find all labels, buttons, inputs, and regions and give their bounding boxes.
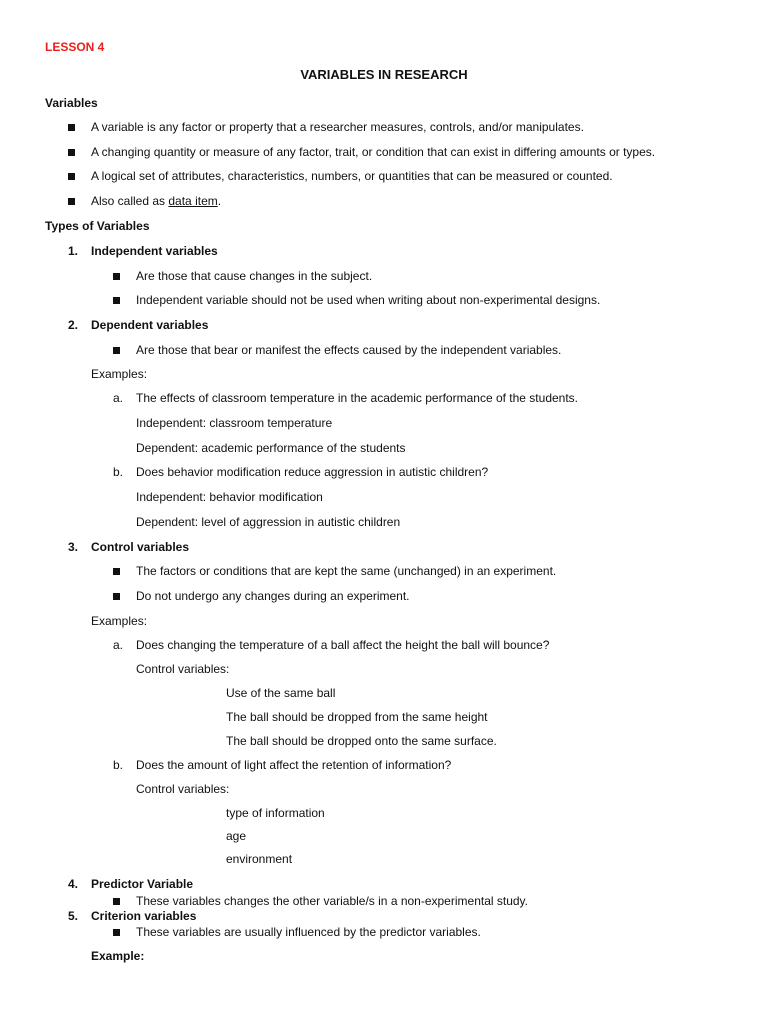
lesson-label: LESSON 4 xyxy=(45,40,105,54)
control-item: The ball should be dropped onto the same surface. xyxy=(226,734,497,748)
control-item: environment xyxy=(226,852,293,866)
section-number: 4. xyxy=(68,877,79,891)
criterion-bullet: These variables are usually influenced by the predictor variables. xyxy=(136,925,481,939)
criterion-heading: Criterion variables xyxy=(91,909,197,923)
bullet-square-icon xyxy=(113,929,120,936)
section-number: 3. xyxy=(68,540,79,554)
bullet-square-icon xyxy=(113,297,120,304)
example-line: Independent: behavior modification xyxy=(136,490,323,504)
example-line: Independent: classroom temperature xyxy=(136,416,333,430)
example-letter: b. xyxy=(113,758,124,772)
predictor-heading: Predictor Variable xyxy=(91,877,194,891)
independent-bullet-2: Independent variable should not be used when writing about non-experimental designs. xyxy=(136,293,601,307)
bullet-square-icon xyxy=(68,198,75,205)
predictor-bullet: These variables changes the other variable/s in a non-experimental study. xyxy=(136,894,528,908)
control-bullet-2: Do not undergo any changes during an experiment. xyxy=(136,589,410,603)
bullet-square-icon xyxy=(113,898,120,905)
control-item: The ball should be dropped from the same height xyxy=(226,710,488,724)
examples-label: Examples: xyxy=(91,614,148,628)
control-variables-label: Control variables: xyxy=(136,662,230,676)
data-item-term: data item xyxy=(168,194,218,208)
examples-label: Examples: xyxy=(91,367,148,381)
example-line: Dependent: academic performance of the students xyxy=(136,441,406,455)
bullet-square-icon xyxy=(68,149,75,156)
example-letter: a. xyxy=(113,391,124,405)
example-letter: a. xyxy=(113,638,124,652)
bullet-square-icon xyxy=(113,347,120,354)
also-suffix: . xyxy=(217,194,222,208)
section-number: 5. xyxy=(68,909,79,923)
control-item: age xyxy=(226,829,247,843)
variables-bullet-1: A variable is any factor or property that a researcher measures, controls, and/or manipulates. xyxy=(91,120,584,134)
also-prefix: Also called as xyxy=(91,194,169,208)
variables-heading: Variables xyxy=(45,96,98,110)
control-variables-label: Control variables: xyxy=(136,782,230,796)
types-heading: Types of Variables xyxy=(45,219,150,233)
example-text: The effects of classroom temperature in the academic performance of the students. xyxy=(136,391,579,405)
dependent-heading: Dependent variables xyxy=(91,318,209,332)
bullet-square-icon xyxy=(113,273,120,280)
bullet-square-icon xyxy=(113,568,120,575)
bullet-square-icon xyxy=(113,593,120,600)
bullet-square-icon xyxy=(68,173,75,180)
example-label: Example: xyxy=(91,949,145,963)
variables-bullet-4 xyxy=(91,194,221,208)
section-number: 2. xyxy=(68,318,79,332)
control-heading: Control variables xyxy=(91,540,190,554)
independent-bullet-1: Are those that cause changes in the subject. xyxy=(136,269,373,283)
example-line: Dependent: level of aggression in autistic children xyxy=(136,515,401,529)
control-bullet-1: The factors or conditions that are kept the same (unchanged) in an experiment. xyxy=(136,564,557,578)
example-letter: b. xyxy=(113,465,124,479)
example-text: Does the amount of light affect the retention of information? xyxy=(136,758,452,772)
independent-heading: Independent variables xyxy=(91,244,218,258)
example-text: Does changing the temperature of a ball affect the height the ball will bounce? xyxy=(136,638,550,652)
dependent-bullet-1: Are those that bear or manifest the effects caused by the independent variables. xyxy=(136,343,562,357)
example-text: Does behavior modification reduce aggression in autistic children? xyxy=(136,465,489,479)
control-item: type of information xyxy=(226,806,325,820)
section-number: 1. xyxy=(68,244,79,258)
control-item: Use of the same ball xyxy=(226,686,336,700)
variables-bullet-3: A logical set of attributes, characteristics, numbers, or quantities that can be measured or counted. xyxy=(91,169,613,183)
variables-bullet-2: A changing quantity or measure of any factor, trait, or condition that can exist in differing amounts or types. xyxy=(91,145,656,159)
bullet-square-icon xyxy=(68,124,75,131)
page-title: VARIABLES IN RESEARCH xyxy=(300,67,468,82)
